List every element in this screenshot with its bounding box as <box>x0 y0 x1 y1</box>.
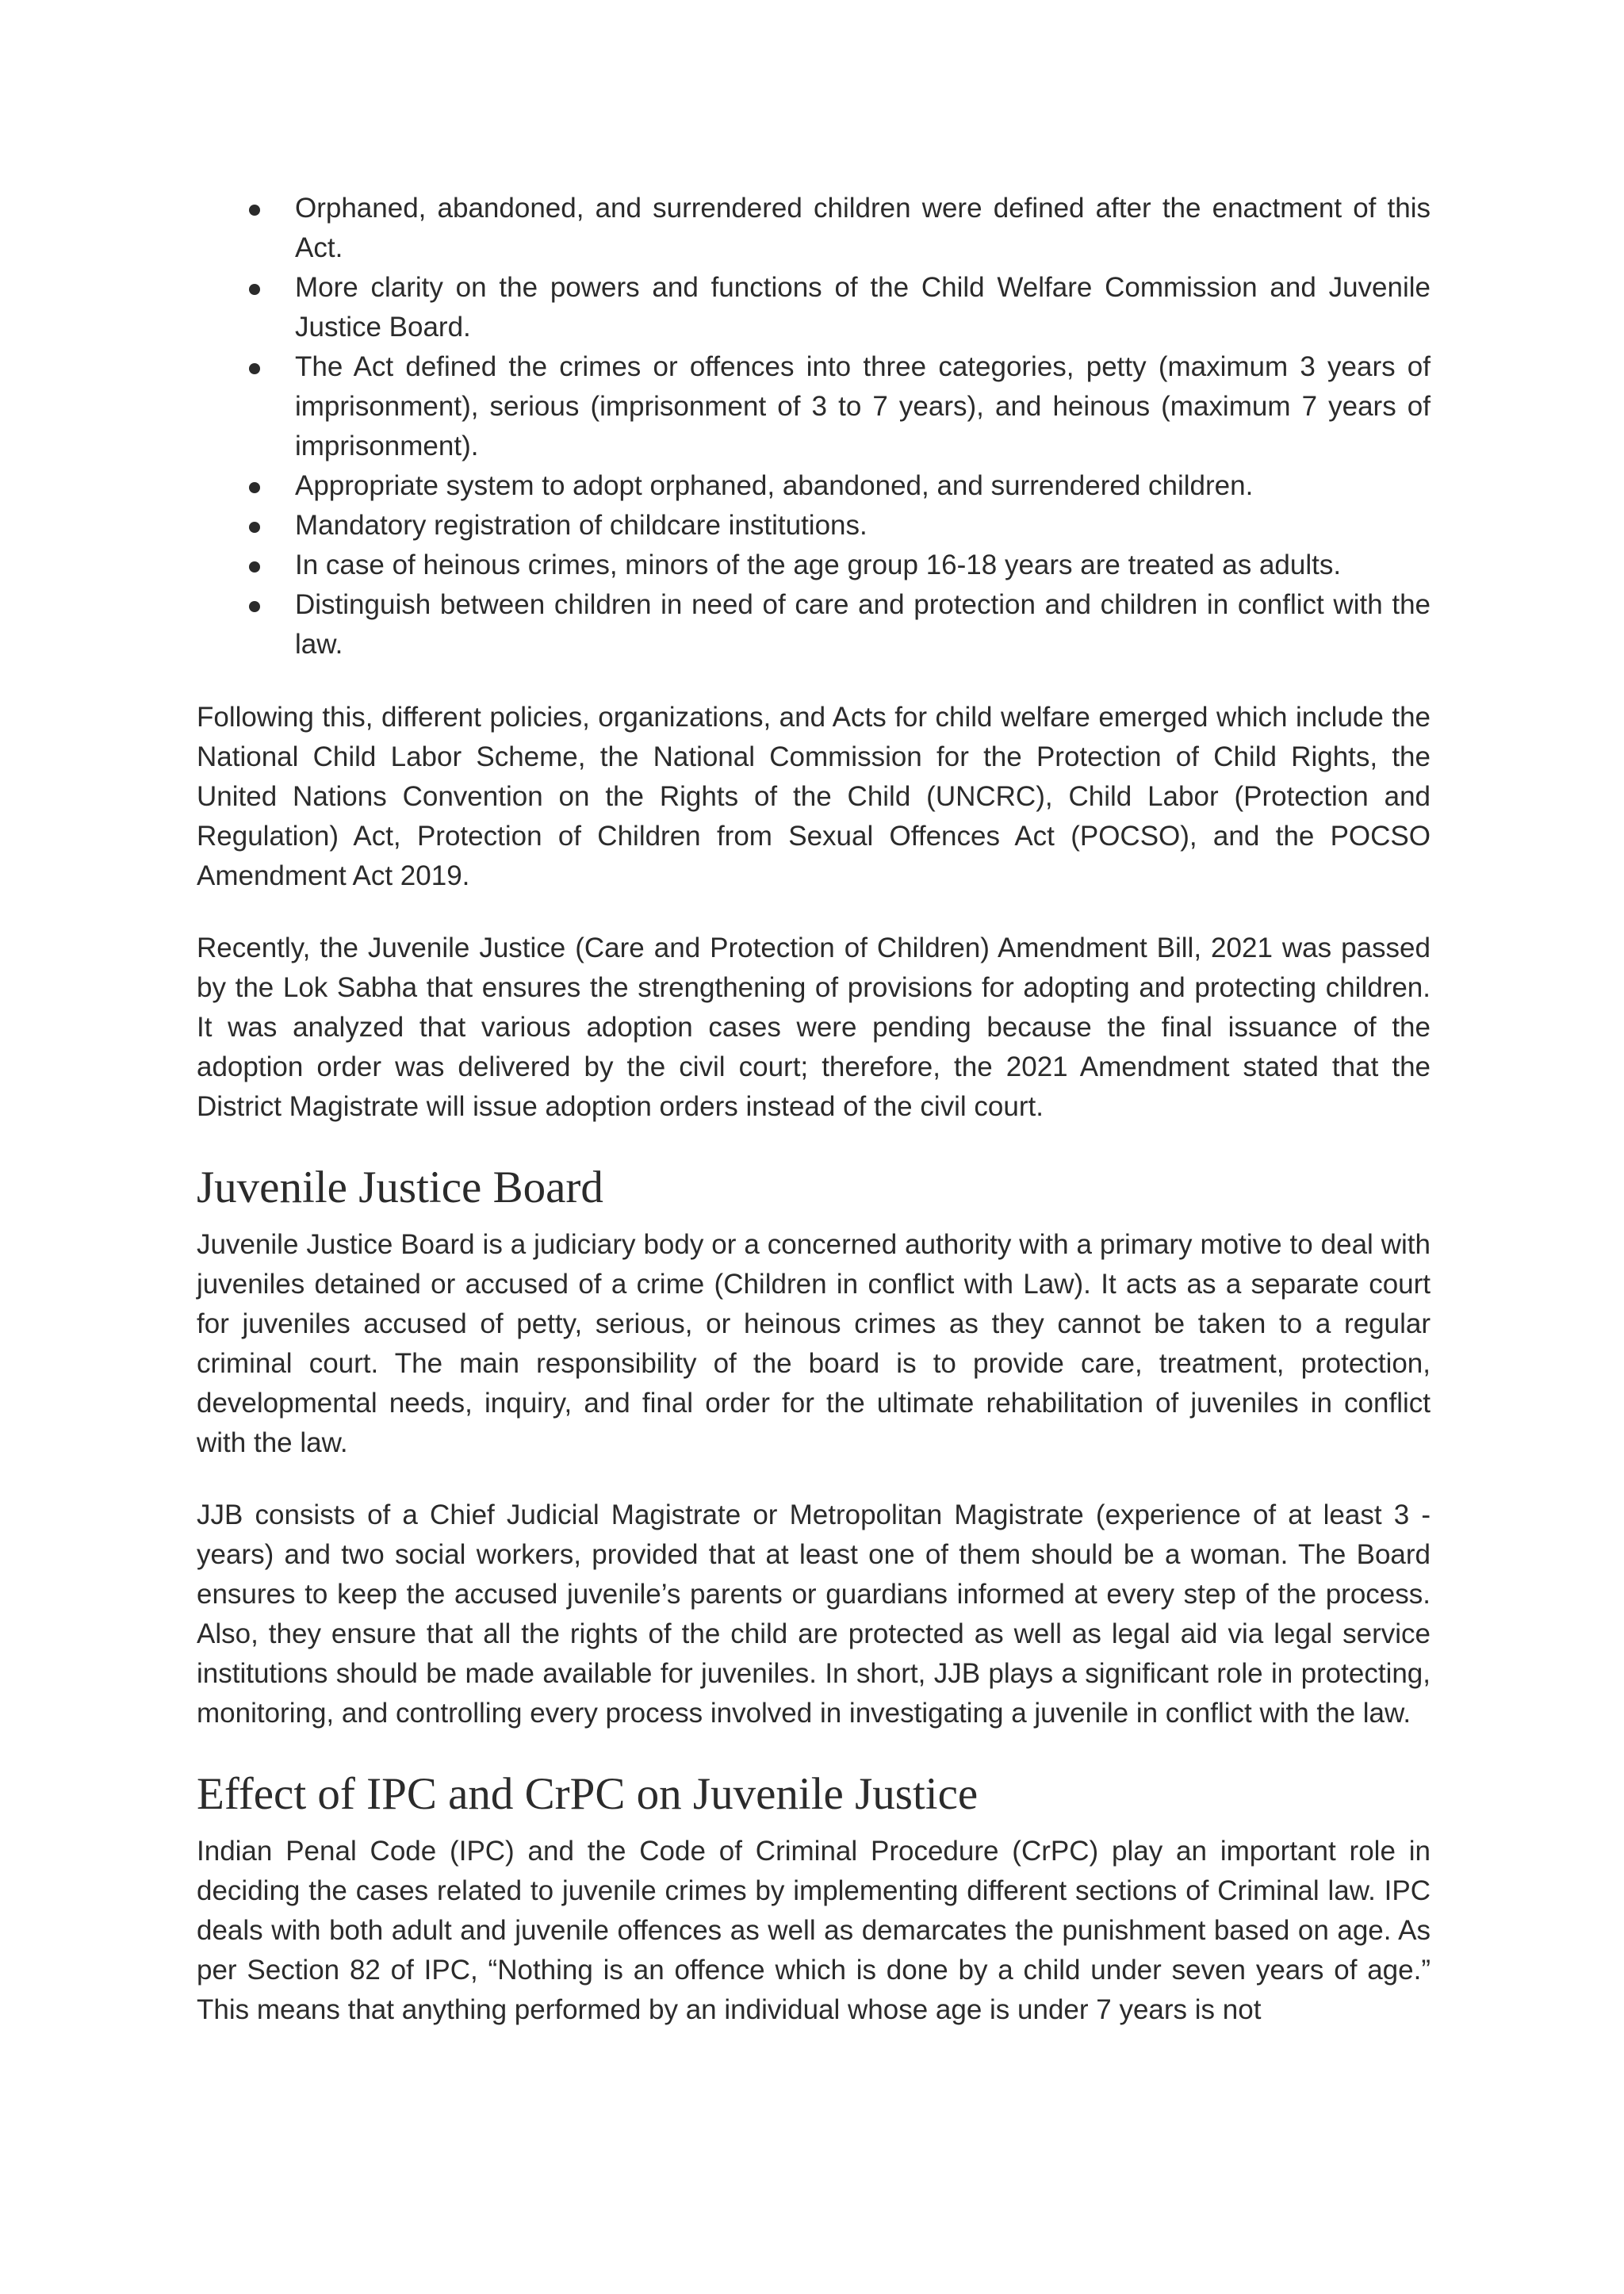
paragraph-following: Following this, different policies, organizations, and Acts for child welfare emerged which include the National Child Labor Scheme, the National Commission for the Protection of Child Rights, the United Nations Convention on the Rights of the Child (UNCRC), Child Labor (Protection and Regulation) Act, Protection of Children from Sexual Offences Act (POCSO), and the POCSO Amendment Act 2019. <box>197 702 1431 891</box>
paragraph-ipc-crpc: Indian Penal Code (IPC) and the Code of Criminal Procedure (CrPC) play an important role in deciding the cases related to juvenile crimes by implementing different sections of Criminal law. IPC deals with both adult and juvenile offences as well as demarcates the punishment based on age. As per Section 82 of IPC, “Nothing is an offence which is done by a child under seven years of age.” This means that anything performed by an individual whose age is under 7 years is not <box>197 1836 1431 2025</box>
list-item <box>197 347 1431 466</box>
act-features-list <box>197 189 1431 664</box>
list-item-text: Orphaned, abandoned, and surrendered children were defined after the enactment of this Act. <box>295 193 1431 263</box>
bullet-icon <box>249 284 260 295</box>
section-heading-ipc-crpc: Effect of IPC and CrPC on Juvenile Justice <box>197 1769 979 1819</box>
list-item <box>197 189 1431 268</box>
list-item-text: Distinguish between children in need of care and protection and children in conflict with the law. <box>295 589 1431 660</box>
bullet-icon <box>249 522 260 533</box>
document-page <box>197 189 1431 2030</box>
list-item <box>197 546 1431 585</box>
paragraph-jjb-composition: JJB consists of a Chief Judicial Magistrate or Metropolitan Magistrate (experience of at least 3 -years) and two social workers, provided that at least one of them should be a woman. The Board ensures to keep the accused juvenile’s parents or guardians informed at every step of the process. Also, they ensure that all the rights of the child are protected as well as legal aid via legal service institutions should be made available for juveniles. In short, JJB plays a significant role in protecting, monitoring, and controlling every process involved in investigating a juvenile in conflict with the law. <box>197 1499 1431 1729</box>
list-item-text: The Act defined the crimes or offences into three categories, petty (maximum 3 years of imprisonment), serious (imprisonment of 3 to 7 years), and heinous (maximum 7 years of imprisonment). <box>295 351 1431 461</box>
bullet-icon <box>249 482 260 493</box>
section-heading-jjb: Juvenile Justice Board <box>197 1162 603 1212</box>
list-item-text: In case of heinous crimes, minors of the age group 16-18 years are treated as adults. <box>295 550 1342 580</box>
list-item-text: Appropriate system to adopt orphaned, abandoned, and surrendered children. <box>295 470 1254 501</box>
paragraph-jjb-definition: Juvenile Justice Board is a judiciary body or a concerned authority with a primary motive to deal with juveniles detained or accused of a crime (Children in conflict with Law). It acts as a separate court for juveniles accused of petty, serious, or heinous crimes as they cannot be taken to a regular criminal court. The main responsibility of the board is to provide care, treatment, protection, developmental needs, inquiry, and final order for the ultimate rehabilitation of juveniles in conflict with the law. <box>197 1229 1431 1458</box>
list-item <box>197 506 1431 546</box>
paragraph-recently: Recently, the Juvenile Justice (Care and Protection of Children) Amendment Bill, 2021 was passed by the Lok Sabha that ensures the strengthening of provisions for adopting and protecting children. It was analyzed that various adoption cases were pending because the final issuance of the adoption order was delivered by the civil court; therefore, the 2021 Amendment stated that the District Magistrate will issue adoption orders instead of the civil court. <box>197 933 1431 1122</box>
bullet-icon <box>249 561 260 573</box>
list-item-text: Mandatory registration of childcare institutions. <box>295 510 868 541</box>
bullet-icon <box>249 205 260 216</box>
list-item <box>197 466 1431 506</box>
bullet-icon <box>249 363 260 374</box>
list-item <box>197 268 1431 347</box>
list-item-text: More clarity on the powers and functions of the Child Welfare Commission and Juvenile Justice Board. <box>295 272 1431 343</box>
list-item <box>197 585 1431 664</box>
bullet-icon <box>249 601 260 612</box>
